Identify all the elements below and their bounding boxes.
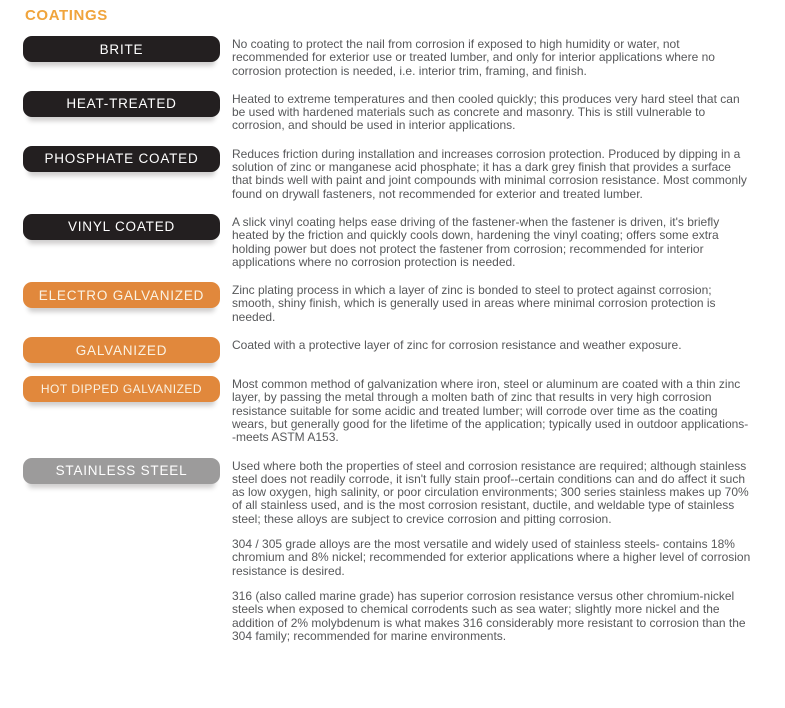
description-paragraph: Used where both the properties of steel and corrosion resistance are required; although stainless steel does not readily corrode, it isn't fully stain proof--certain conditions can and do affect it such as low oxygen, high salinity, or poor circulation environments; 300 series stainless makes up 70% of all stainless used, and is the most corrosion resistant, ductile, and weldable type of stainless steel; these alloys are subject to crevice corrosion and pitting corrosion. xyxy=(232,458,749,526)
coating-badge-label: ELECTRO GALVANIZED xyxy=(38,287,205,303)
coating-description-brite xyxy=(232,38,752,78)
coating-description-stainless-steel xyxy=(232,460,752,644)
coating-row-brite xyxy=(23,38,767,78)
page-title: COATINGS xyxy=(25,7,108,24)
coating-row-vinyl-coated xyxy=(23,216,767,269)
coating-badge-brite xyxy=(23,36,220,62)
description-paragraph: Heated to extreme temperatures and then cooled quickly; this produces very hard steel that can be used with hardened materials such as concrete and masonry. This is still vulnerable to corrosion, and should be used in interior applications. xyxy=(232,91,740,133)
coating-badge-galvanized xyxy=(23,337,220,363)
description-paragraph: 304 / 305 grade alloys are the most versatile and widely used of stainless steels- contains 18% chromium and 8% nickel; recommended for exterior applications where a higher level of corrosion resistance is desired. xyxy=(232,537,751,578)
coating-badge-label: STAINLESS STEEL xyxy=(55,463,188,479)
coatings-list xyxy=(23,38,767,643)
coating-badge-label: GALVANIZED xyxy=(75,342,168,358)
description-paragraph: Most common method of galvanization where iron, steel or aluminum are coated with a thin zinc layer, by passing the metal through a molten bath of zinc that results in very high corrosion resistance suitable for some acidic and treated lumber; will corrode over time as the coating wears, but generally good for the lifetime of the application; typically used in outdoor applications--meets ASTM A153. xyxy=(232,377,749,445)
coating-row-phosphate-coated xyxy=(23,148,767,201)
coating-badge-heat-treated xyxy=(23,91,220,117)
description-paragraph: Coated with a protective layer of zinc for corrosion resistance and weather exposure. xyxy=(232,338,682,353)
coating-description-phosphate-coated xyxy=(232,148,752,201)
coating-badge-label: BRITE xyxy=(99,41,144,57)
coating-badge-label: HEAT-TREATED xyxy=(66,96,177,112)
description-paragraph: 316 (also called marine grade) has superior corrosion resistance versus other chromium-nickel steels when exposed to chemical corrodents such as sea water; slightly more nickel and the addition of 2% molybdenum is what makes 316 considerably more resistant to corrosion than the 304 family; recommended for marine environments. xyxy=(232,588,746,643)
coating-row-electro-galvanized xyxy=(23,284,767,324)
coating-badge-label: PHOSPHATE COATED xyxy=(44,151,199,167)
coating-badge-electro-galvanized xyxy=(23,282,220,308)
description-paragraph: Zinc plating process in which a layer of zinc is bonded to steel to protect against corrosion; smooth, shiny finish, which is generally used in areas where minimal corrosion protection is needed. xyxy=(232,283,716,324)
description-paragraph: A slick vinyl coating helps ease driving of the fastener-when the fastener is driven, it's briefly heated by the friction and quickly cools down, hardening the vinyl coating; offers some extra holding power but does not protect the fastener from corrosion; recommended for interior applications where no corrosion protection is needed. xyxy=(232,214,720,269)
coating-badge-label: VINYL COATED xyxy=(67,219,176,235)
coating-description-hot-dipped-galvanized xyxy=(232,378,752,444)
coating-badge-vinyl-coated xyxy=(23,214,220,240)
coating-row-galvanized xyxy=(23,339,767,363)
description-paragraph: No coating to protect the nail from corrosion if exposed to high humidity or water, not recommended for exterior use or treated lumber, and only for interior applications where no corrosion protection is needed, i.e. interior trim, framing, and finish. xyxy=(232,37,715,78)
coating-description-vinyl-coated xyxy=(232,216,752,269)
coating-description-heat-treated xyxy=(232,93,752,133)
coating-row-stainless-steel xyxy=(23,460,767,644)
coating-badge-label: HOT DIPPED GALVANIZED xyxy=(40,382,203,397)
description-paragraph: Reduces friction during installation and increases corrosion protection. Produced by dipping in a solution of zinc or manganese acid phosphate; it has a dark grey finish that provides a surface that binds well with paint and joint compounds with minimal corrosion resistance. Most commonly found on drywall fasteners, not recommended for exterior and treated lumber. xyxy=(232,146,747,201)
coating-description-electro-galvanized xyxy=(232,284,752,324)
coating-row-heat-treated xyxy=(23,93,767,133)
coating-badge-hot-dipped-galvanized xyxy=(23,376,220,402)
coating-badge-phosphate-coated xyxy=(23,146,220,172)
coating-badge-stainless-steel xyxy=(23,458,220,484)
coating-row-hot-dipped-galvanized xyxy=(23,378,767,444)
coating-description-galvanized xyxy=(232,339,752,352)
